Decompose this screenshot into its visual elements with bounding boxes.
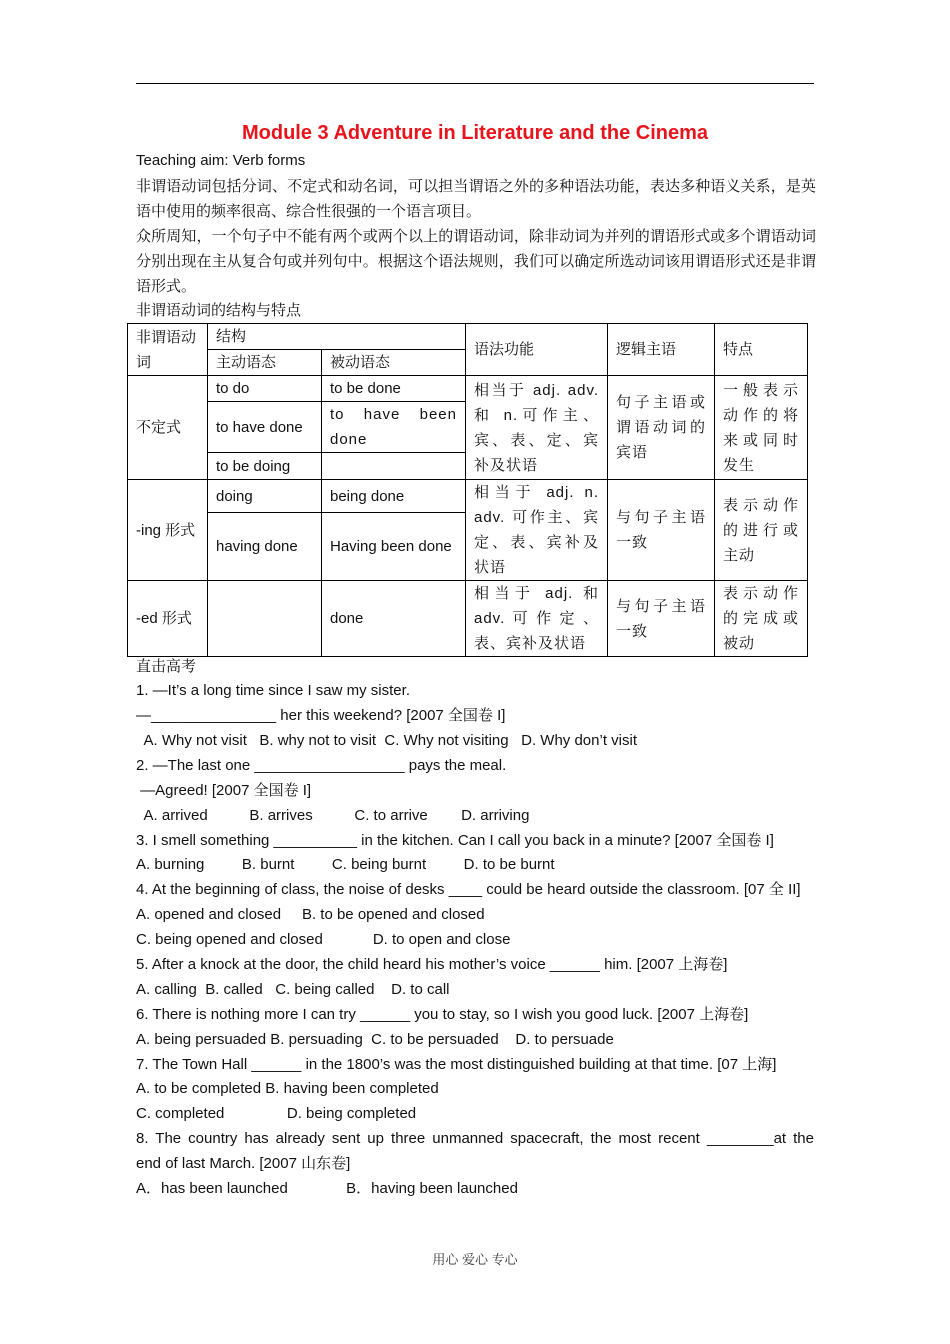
active-cell: having done [208,513,322,581]
exercise-line: 3. I smell something __________ in the kitchen. Can I call you back in a minute? [2007 全国卷 I] [136,832,774,849]
teaching-aim: Teaching aim: Verb forms [136,152,306,169]
type-ed: -ed 形式 [128,581,208,657]
feature-cell: 表示动作的完成或被动 [715,581,808,657]
exercise-line: A. to be completed B. having been completed [136,1080,439,1097]
intro-paragraph-2: 众所周知，一个句子中不能有两个或两个以上的谓语动词，除非动词为并列的谓语形式或多个谓语动词分别出现在主从复合句或并列句中。根据这个语法规则，我们可以确定所选动词该用谓语形式还是非谓语形式。 [136,228,816,295]
active-cell: to have done [208,402,322,453]
header-structure: 结构 [208,324,466,350]
passive-cell: Having been done [322,513,466,581]
exercise-line: end of last March. [2007 山东卷] [136,1155,351,1172]
subject-cell: 与句子主语一致 [608,480,715,581]
subject-cell: 与句子主语一致 [608,581,715,657]
exercise-line: C. being opened and closed D. to open and close [136,931,511,948]
exercise-line: A．has been launched B．having been launched [136,1180,518,1197]
type-ing: -ing 形式 [128,480,208,581]
verb-forms-table [127,323,808,657]
exercise-line: A. Why not visit B. why not to visit C. Why not visiting D. Why don’t visit [136,732,637,749]
function-cell: 相当于 adj. 和 adv.可作定、表、宾补及状语 [466,581,608,657]
section-heading: 直击高考 [136,658,197,675]
exercise-line: —_______________ her this weekend? [2007 全国卷 I] [136,707,506,724]
header-rule [136,83,814,84]
active-cell: to do [208,376,322,402]
subject-cell: 句子主语或谓语动词的宾语 [608,376,715,480]
exercise-line: 1. —It’s a long time since I saw my sister. [136,682,410,699]
feature-cell: 表示动作的进行或主动 [715,480,808,581]
exercise-line: A. arrived B. arrives C. to arrive D. arriving [136,807,530,824]
passive-cell [322,453,466,480]
exercise-line: 7. The Town Hall ______ in the 1800’s was the most distinguished building at that time. [07 上海] [136,1056,777,1073]
passive-cell: to have been done [322,402,466,453]
table-caption: 非谓语动词的结构与特点 [136,302,302,319]
passive-cell: to be done [322,376,466,402]
active-cell [208,581,322,657]
feature-cell: 一般表示动作的将来或同时发生 [715,376,808,480]
exercise-line: A. being persuaded B. persuading C. to be persuaded D. to persuade [136,1031,614,1048]
header-subject: 逻辑主语 [608,324,715,376]
page-title: Module 3 Adventure in Literature and the Cinema [242,122,708,144]
exercise-line: C. completed D. being completed [136,1105,417,1122]
header-function: 语法功能 [466,324,608,376]
exercise-line: A. calling B. called C. being called D. to call [136,981,450,998]
passive-cell: being done [322,480,466,513]
header-type: 非谓语动词 [128,324,208,376]
header-active: 主动语态 [208,350,322,376]
passive-cell: done [322,581,466,657]
exercise-line: 6. There is nothing more I can try ______ you to stay, so I wish you good luck. [2007 上海卷] [136,1006,749,1023]
active-cell: doing [208,480,322,513]
intro-paragraph-1: 非谓语动词包括分词、不定式和动名词，可以担当谓语之外的多种语法功能，表达多种语义关系，是英语中使用的频率很高、综合性很强的一个语言项目。 [136,178,816,220]
function-cell: 相当于 adj. adv. 和 n.可作主、宾、表、定、宾补及状语 [466,376,608,480]
function-cell: 相当于 adj. n. adv. 可作主、宾定、表、宾补及状语 [466,480,608,581]
active-cell: to be doing [208,453,322,480]
exercise-line: A. opened and closed B. to be opened and closed [136,906,485,923]
exercise-line: —Agreed! [2007 全国卷 I] [136,782,312,799]
header-passive: 被动语态 [322,350,466,376]
type-infinitive: 不定式 [128,376,208,480]
exercise-line: 2. —The last one __________________ pays the meal. [136,757,507,774]
exercise-line: 5. After a knock at the door, the child heard his mother’s voice ______ him. [2007 上海卷] [136,956,728,973]
exercise-line: 8. The country has already sent up three unmanned spacecraft, the most recent ________at the [136,1130,814,1147]
header-feature: 特点 [715,324,808,376]
exercise-line: 4. At the beginning of class, the noise of desks ____ could be heard outside the classroom. [07 全 II] [136,881,801,898]
exercise-line: A. burning B. burnt C. being burnt D. to be burnt [136,856,555,873]
page-footer: 用心 爱心 专心 [432,1252,518,1267]
